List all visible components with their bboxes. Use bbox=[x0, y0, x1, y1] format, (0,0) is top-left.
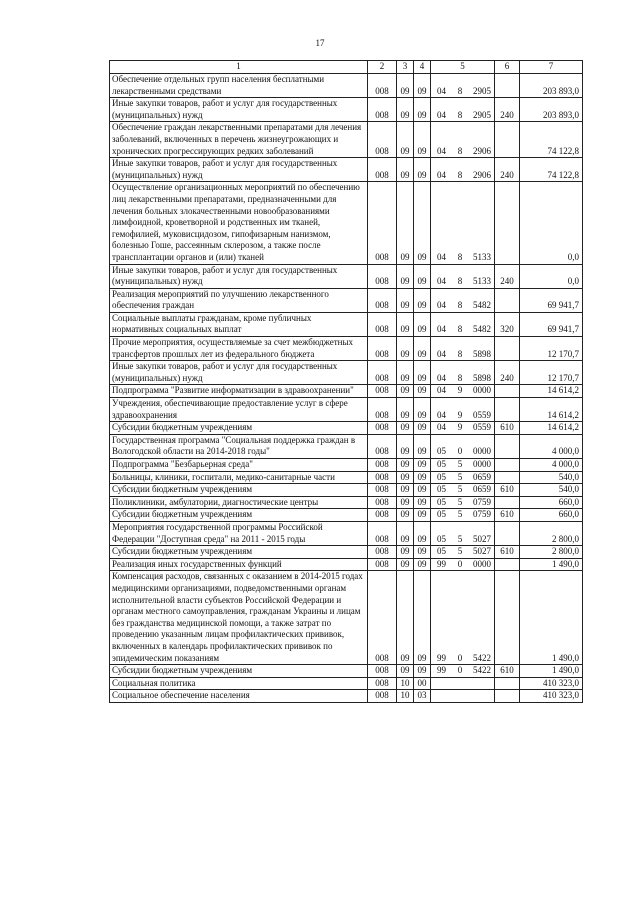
ministry-code: 008 bbox=[368, 98, 397, 122]
ministry-code: 008 bbox=[368, 122, 397, 158]
target-article-segment: 04 bbox=[437, 109, 446, 120]
expense-type-code bbox=[495, 288, 520, 312]
section-code: 09 bbox=[397, 122, 414, 158]
subsection-code: 09 bbox=[414, 665, 431, 678]
row-name: Прочие мероприятия, осуществляемые за счет межбюджетных трансфертов прошлых лет из федерального бюджета bbox=[110, 337, 368, 361]
ministry-code: 008 bbox=[368, 484, 397, 497]
table-row bbox=[110, 677, 583, 690]
section-code: 09 bbox=[397, 558, 414, 571]
ministry-code: 008 bbox=[368, 459, 397, 472]
target-article-segment: 0 bbox=[457, 558, 463, 569]
row-name: Субсидии бюджетным учреждениям bbox=[110, 509, 368, 522]
target-article-code bbox=[431, 434, 495, 458]
ministry-code: 008 bbox=[368, 677, 397, 690]
target-article-segment: 5 bbox=[457, 509, 463, 520]
target-article-code bbox=[431, 521, 495, 545]
subsection-code: 09 bbox=[414, 182, 431, 264]
expense-type-code: 320 bbox=[495, 312, 520, 336]
ministry-code: 008 bbox=[368, 521, 397, 545]
expense-type-code bbox=[495, 122, 520, 158]
row-name: Подпрограмма "Безбарьерная среда" bbox=[110, 459, 368, 472]
table-row bbox=[110, 496, 583, 509]
target-article-segment: 04 bbox=[437, 409, 446, 420]
target-article-segment: 04 bbox=[437, 145, 446, 156]
table-row bbox=[110, 98, 583, 122]
table-row bbox=[110, 337, 583, 361]
target-article-segment: 0 bbox=[457, 446, 463, 457]
target-article-segment: 04 bbox=[437, 276, 446, 287]
row-name: Иные закупки товаров, работ и услуг для государственных (муниципальных) нужд bbox=[110, 158, 368, 182]
section-code: 09 bbox=[397, 158, 414, 182]
target-article-code bbox=[431, 665, 495, 678]
ministry-code: 008 bbox=[368, 471, 397, 484]
expense-type-code bbox=[495, 182, 520, 264]
table-row bbox=[110, 422, 583, 435]
amount-value: 74 122,8 bbox=[520, 122, 583, 158]
table-row bbox=[110, 385, 583, 398]
target-article-segment: 9 bbox=[457, 385, 463, 396]
row-name: Субсидии бюджетным учреждениям bbox=[110, 422, 368, 435]
target-article-code bbox=[431, 509, 495, 522]
section-code: 09 bbox=[397, 361, 414, 385]
section-code: 09 bbox=[397, 337, 414, 361]
subsection-code: 09 bbox=[414, 484, 431, 497]
amount-value: 1 490,0 bbox=[520, 665, 583, 678]
expense-type-code bbox=[495, 459, 520, 472]
section-code: 09 bbox=[397, 264, 414, 288]
target-article-segment: 05 bbox=[437, 446, 446, 457]
section-code: 09 bbox=[397, 312, 414, 336]
subsection-code: 09 bbox=[414, 398, 431, 422]
section-code: 09 bbox=[397, 459, 414, 472]
target-article-segment: 2905 bbox=[473, 85, 491, 96]
subsection-code: 09 bbox=[414, 98, 431, 122]
ministry-code: 008 bbox=[368, 422, 397, 435]
expense-type-code: 610 bbox=[495, 665, 520, 678]
row-name: Иные закупки товаров, работ и услуг для государственных (муниципальных) нужд bbox=[110, 264, 368, 288]
target-article-code bbox=[431, 677, 495, 690]
target-article-code bbox=[431, 361, 495, 385]
subsection-code: 09 bbox=[414, 122, 431, 158]
section-code: 10 bbox=[397, 677, 414, 690]
target-article-segment: 8 bbox=[457, 145, 463, 156]
section-code: 09 bbox=[397, 98, 414, 122]
amount-value: 660,0 bbox=[520, 496, 583, 509]
table-row bbox=[110, 459, 583, 472]
target-article-segment: 0659 bbox=[473, 484, 491, 495]
expense-type-code: 240 bbox=[495, 361, 520, 385]
ministry-code: 008 bbox=[368, 264, 397, 288]
target-article-segment: 04 bbox=[437, 169, 446, 180]
row-name: Обеспечение отдельных групп населения бесплатными лекарственными средствами bbox=[110, 74, 368, 98]
target-article-code bbox=[431, 385, 495, 398]
target-article-segment: 5133 bbox=[473, 276, 491, 287]
target-article-segment: 5 bbox=[457, 471, 463, 482]
amount-value: 14 614,2 bbox=[520, 422, 583, 435]
budget-table bbox=[109, 60, 583, 703]
target-article-segment: 0559 bbox=[473, 422, 491, 433]
subsection-code: 09 bbox=[414, 471, 431, 484]
target-article-code bbox=[431, 264, 495, 288]
target-article-segment: 5 bbox=[457, 546, 463, 557]
section-code: 09 bbox=[397, 484, 414, 497]
target-article-code bbox=[431, 571, 495, 665]
expense-type-code: 610 bbox=[495, 484, 520, 497]
ministry-code: 008 bbox=[368, 312, 397, 336]
ministry-code: 008 bbox=[368, 385, 397, 398]
expense-type-code: 240 bbox=[495, 158, 520, 182]
target-article-segment: 8 bbox=[457, 169, 463, 180]
table-row bbox=[110, 158, 583, 182]
expense-type-code bbox=[495, 337, 520, 361]
row-name: Субсидии бюджетным учреждениям bbox=[110, 546, 368, 559]
expense-type-code bbox=[495, 496, 520, 509]
amount-value: 69 941,7 bbox=[520, 312, 583, 336]
amount-value: 540,0 bbox=[520, 471, 583, 484]
table-row bbox=[110, 546, 583, 559]
subsection-code: 09 bbox=[414, 422, 431, 435]
target-article-segment: 8 bbox=[457, 300, 463, 311]
target-article-segment: 04 bbox=[437, 300, 446, 311]
row-name: Обеспечение граждан лекарственными препаратами для лечения заболеваний, включенных в перечень жизнеугрожающих и хронических прогрессирующих редких заболеваний bbox=[110, 122, 368, 158]
amount-value: 12 170,7 bbox=[520, 361, 583, 385]
target-article-segment: 5422 bbox=[473, 665, 491, 676]
target-article-segment: 2906 bbox=[473, 145, 491, 156]
row-name: Поликлиники, амбулатории, диагностические центры bbox=[110, 496, 368, 509]
ministry-code: 008 bbox=[368, 665, 397, 678]
target-article-segment: 0000 bbox=[473, 446, 491, 457]
expense-type-code bbox=[495, 471, 520, 484]
expense-type-code bbox=[495, 385, 520, 398]
target-article-code bbox=[431, 158, 495, 182]
row-name: Субсидии бюджетным учреждениям bbox=[110, 665, 368, 678]
target-article-segment: 9 bbox=[457, 409, 463, 420]
ministry-code: 008 bbox=[368, 496, 397, 509]
expense-type-code bbox=[495, 690, 520, 703]
target-article-segment: 5898 bbox=[473, 348, 491, 359]
amount-value: 540,0 bbox=[520, 484, 583, 497]
section-code: 09 bbox=[397, 182, 414, 264]
target-article-segment: 05 bbox=[437, 546, 446, 557]
subsection-code: 09 bbox=[414, 312, 431, 336]
row-name: Больницы, клиники, госпитали, медико-санитарные части bbox=[110, 471, 368, 484]
target-article-segment: 0759 bbox=[473, 496, 491, 507]
row-name: Реализация иных государственных функций bbox=[110, 558, 368, 571]
expense-type-code bbox=[495, 74, 520, 98]
table-row bbox=[110, 571, 583, 665]
table-row bbox=[110, 182, 583, 264]
target-article-segment: 5482 bbox=[473, 300, 491, 311]
subsection-code: 09 bbox=[414, 264, 431, 288]
ministry-code: 008 bbox=[368, 546, 397, 559]
expense-type-code bbox=[495, 398, 520, 422]
amount-value: 14 614,2 bbox=[520, 398, 583, 422]
amount-value: 4 000,0 bbox=[520, 434, 583, 458]
target-article-segment: 5 bbox=[457, 484, 463, 495]
expense-type-code bbox=[495, 521, 520, 545]
target-article-code bbox=[431, 496, 495, 509]
amount-value: 2 800,0 bbox=[520, 521, 583, 545]
row-name: Учреждения, обеспечивающие предоставление услуг в сфере здравоохранения bbox=[110, 398, 368, 422]
page-number: 17 bbox=[315, 38, 325, 48]
subsection-code: 09 bbox=[414, 546, 431, 559]
target-article-code bbox=[431, 122, 495, 158]
target-article-code bbox=[431, 484, 495, 497]
section-code: 09 bbox=[397, 398, 414, 422]
target-article-segment: 0759 bbox=[473, 509, 491, 520]
table-row bbox=[110, 690, 583, 703]
expense-type-code bbox=[495, 677, 520, 690]
target-article-segment: 05 bbox=[437, 471, 446, 482]
table-row bbox=[110, 484, 583, 497]
expense-type-code bbox=[495, 558, 520, 571]
target-article-segment: 5133 bbox=[473, 251, 491, 262]
subsection-code: 09 bbox=[414, 509, 431, 522]
target-article-segment: 04 bbox=[437, 348, 446, 359]
section-code: 09 bbox=[397, 422, 414, 435]
subsection-code: 09 bbox=[414, 571, 431, 665]
subsection-code: 09 bbox=[414, 434, 431, 458]
subsection-code: 09 bbox=[414, 558, 431, 571]
row-name: Государственная программа "Социальная поддержка граждан в Вологодской области на 2014-2018 годы" bbox=[110, 434, 368, 458]
target-article-code bbox=[431, 546, 495, 559]
section-code: 09 bbox=[397, 288, 414, 312]
header-cell: 4 bbox=[414, 61, 431, 74]
target-article-segment: 9 bbox=[457, 422, 463, 433]
ministry-code: 008 bbox=[368, 74, 397, 98]
amount-value: 410 323,0 bbox=[520, 690, 583, 703]
target-article-segment: 2906 bbox=[473, 169, 491, 180]
target-article-segment: 8 bbox=[457, 348, 463, 359]
target-article-segment: 99 bbox=[437, 665, 446, 676]
target-article-segment: 05 bbox=[437, 496, 446, 507]
subsection-code: 09 bbox=[414, 288, 431, 312]
target-article-segment: 5027 bbox=[473, 546, 491, 557]
section-code: 09 bbox=[397, 546, 414, 559]
target-article-code bbox=[431, 459, 495, 472]
amount-value: 4 000,0 bbox=[520, 459, 583, 472]
table-row bbox=[110, 521, 583, 545]
table-row bbox=[110, 398, 583, 422]
header-cell: 6 bbox=[495, 61, 520, 74]
target-article-segment: 04 bbox=[437, 251, 446, 262]
target-article-segment: 99 bbox=[437, 558, 446, 569]
subsection-code: 09 bbox=[414, 385, 431, 398]
target-article-code bbox=[431, 312, 495, 336]
table-row bbox=[110, 558, 583, 571]
section-code: 09 bbox=[397, 509, 414, 522]
target-article-segment: 2905 bbox=[473, 109, 491, 120]
header-cell: 7 bbox=[520, 61, 583, 74]
target-article-code bbox=[431, 690, 495, 703]
table-row bbox=[110, 434, 583, 458]
row-name: Осуществление организационных мероприятий по обеспечению лиц лекарственными препаратами, предназначенными для лечения больных злокачественными новообразованиями лимфоидной, кроветворной и родственных им тканей, гемофилией, муковисцидозом, гипофизарным нанизмом, болезнью Гоше, рассеянным склерозом, а также после трансплантации органов и (или) тканей bbox=[110, 182, 368, 264]
target-article-segment: 8 bbox=[457, 109, 463, 120]
section-code: 09 bbox=[397, 471, 414, 484]
subsection-code: 09 bbox=[414, 361, 431, 385]
table-row bbox=[110, 361, 583, 385]
row-name: Реализация мероприятий по улучшению лекарственного обеспечения граждан bbox=[110, 288, 368, 312]
target-article-segment: 8 bbox=[457, 276, 463, 287]
table-row bbox=[110, 264, 583, 288]
target-article-segment: 04 bbox=[437, 372, 446, 383]
row-name: Иные закупки товаров, работ и услуг для государственных (муниципальных) нужд bbox=[110, 361, 368, 385]
header-cell: 1 bbox=[110, 61, 368, 74]
target-article-code bbox=[431, 288, 495, 312]
ministry-code: 008 bbox=[368, 690, 397, 703]
section-code: 09 bbox=[397, 665, 414, 678]
target-article-segment: 0000 bbox=[473, 558, 491, 569]
amount-value: 2 800,0 bbox=[520, 546, 583, 559]
target-article-segment: 05 bbox=[437, 459, 446, 469]
target-article-segment: 5482 bbox=[473, 324, 491, 335]
header-cell: 3 bbox=[397, 61, 414, 74]
ministry-code: 008 bbox=[368, 558, 397, 571]
row-name: Компенсация расходов, связанных с оказанием в 2014-2015 годах медицинскими организациями, подведомственными органам исполнительной власти субъектов Российской Федерации и органам местного самоуправления, гражданам Украины и лицам без гражданства медицинской помощи, а также затрат по проведению указанным лицам профилактических прививок, включенных в календарь профилактических прививок по эпидемическим показаниям bbox=[110, 571, 368, 665]
target-article-segment: 04 bbox=[437, 85, 446, 96]
target-article-segment: 04 bbox=[437, 422, 446, 433]
subsection-code: 09 bbox=[414, 74, 431, 98]
target-article-segment: 5 bbox=[457, 533, 463, 544]
subsection-code: 09 bbox=[414, 337, 431, 361]
target-article-code bbox=[431, 182, 495, 264]
target-article-segment: 99 bbox=[437, 652, 446, 663]
ministry-code: 008 bbox=[368, 509, 397, 522]
target-article-code bbox=[431, 398, 495, 422]
table-row bbox=[110, 471, 583, 484]
amount-value: 203 893,0 bbox=[520, 74, 583, 98]
table-row bbox=[110, 509, 583, 522]
table-row bbox=[110, 122, 583, 158]
table-header-row bbox=[110, 61, 583, 74]
target-article-segment: 0559 bbox=[473, 409, 491, 420]
target-article-segment: 05 bbox=[437, 484, 446, 495]
row-name: Субсидии бюджетным учреждениям bbox=[110, 484, 368, 497]
expense-type-code: 240 bbox=[495, 98, 520, 122]
target-article-segment: 0 bbox=[457, 665, 463, 676]
target-article-segment: 5 bbox=[457, 496, 463, 507]
section-code: 09 bbox=[397, 521, 414, 545]
target-article-segment: 04 bbox=[437, 385, 446, 396]
subsection-code: 09 bbox=[414, 496, 431, 509]
amount-value: 69 941,7 bbox=[520, 288, 583, 312]
amount-value: 0,0 bbox=[520, 264, 583, 288]
expense-type-code: 240 bbox=[495, 264, 520, 288]
table-row bbox=[110, 665, 583, 678]
amount-value: 660,0 bbox=[520, 509, 583, 522]
section-code: 09 bbox=[397, 385, 414, 398]
ministry-code: 008 bbox=[368, 434, 397, 458]
row-name: Подпрограмма "Развитие информатизации в здравоохранении" bbox=[110, 385, 368, 398]
target-article-code bbox=[431, 337, 495, 361]
row-name: Социальная политика bbox=[110, 677, 368, 690]
ministry-code: 008 bbox=[368, 337, 397, 361]
subsection-code: 09 bbox=[414, 459, 431, 472]
ministry-code: 008 bbox=[368, 361, 397, 385]
header-cell: 5 bbox=[431, 61, 495, 74]
target-article-segment: 0000 bbox=[473, 459, 491, 469]
target-article-segment: 5898 bbox=[473, 372, 491, 383]
target-article-segment: 04 bbox=[437, 324, 446, 335]
subsection-code: 09 bbox=[414, 158, 431, 182]
ministry-code: 008 bbox=[368, 571, 397, 665]
amount-value: 74 122,8 bbox=[520, 158, 583, 182]
target-article-segment: 8 bbox=[457, 85, 463, 96]
expense-type-code bbox=[495, 571, 520, 665]
amount-value: 203 893,0 bbox=[520, 98, 583, 122]
target-article-code bbox=[431, 422, 495, 435]
row-name: Социальное обеспечение населения bbox=[110, 690, 368, 703]
target-article-segment: 5027 bbox=[473, 533, 491, 544]
target-article-segment: 05 bbox=[437, 509, 446, 520]
target-article-segment: 8 bbox=[457, 324, 463, 335]
target-article-segment: 0659 bbox=[473, 471, 491, 482]
target-article-segment: 0 bbox=[457, 652, 463, 663]
amount-value: 410 323,0 bbox=[520, 677, 583, 690]
row-name: Социальные выплаты гражданам, кроме публичных нормативных социальных выплат bbox=[110, 312, 368, 336]
ministry-code: 008 bbox=[368, 288, 397, 312]
section-code: 09 bbox=[397, 434, 414, 458]
target-article-code bbox=[431, 558, 495, 571]
expense-type-code bbox=[495, 434, 520, 458]
expense-type-code: 610 bbox=[495, 546, 520, 559]
section-code: 09 bbox=[397, 74, 414, 98]
amount-value: 1 490,0 bbox=[520, 558, 583, 571]
target-article-segment: 8 bbox=[457, 372, 463, 383]
header-cell: 2 bbox=[368, 61, 397, 74]
row-name: Иные закупки товаров, работ и услуг для государственных (муниципальных) нужд bbox=[110, 98, 368, 122]
expense-type-code: 610 bbox=[495, 509, 520, 522]
target-article-segment: 8 bbox=[457, 251, 463, 262]
ministry-code: 008 bbox=[368, 182, 397, 264]
expense-type-code: 610 bbox=[495, 422, 520, 435]
target-article-segment: 5422 bbox=[473, 652, 491, 663]
subsection-code: 03 bbox=[414, 690, 431, 703]
target-article-segment: 5 bbox=[457, 459, 463, 469]
table-row bbox=[110, 288, 583, 312]
amount-value: 14 614,2 bbox=[520, 385, 583, 398]
amount-value: 1 490,0 bbox=[520, 571, 583, 665]
amount-value: 0,0 bbox=[520, 182, 583, 264]
subsection-code: 09 bbox=[414, 521, 431, 545]
ministry-code: 008 bbox=[368, 158, 397, 182]
target-article-code bbox=[431, 74, 495, 98]
subsection-code: 00 bbox=[414, 677, 431, 690]
table-row bbox=[110, 312, 583, 336]
section-code: 09 bbox=[397, 571, 414, 665]
section-code: 09 bbox=[397, 496, 414, 509]
ministry-code: 008 bbox=[368, 398, 397, 422]
table-row bbox=[110, 74, 583, 98]
target-article-code bbox=[431, 471, 495, 484]
section-code: 10 bbox=[397, 690, 414, 703]
target-article-segment: 05 bbox=[437, 533, 446, 544]
row-name: Мероприятия государственной программы Российской Федерации "Доступная среда" на 2011 - 2015 годы bbox=[110, 521, 368, 545]
target-article-code bbox=[431, 98, 495, 122]
target-article-segment: 0000 bbox=[473, 385, 491, 396]
amount-value: 12 170,7 bbox=[520, 337, 583, 361]
